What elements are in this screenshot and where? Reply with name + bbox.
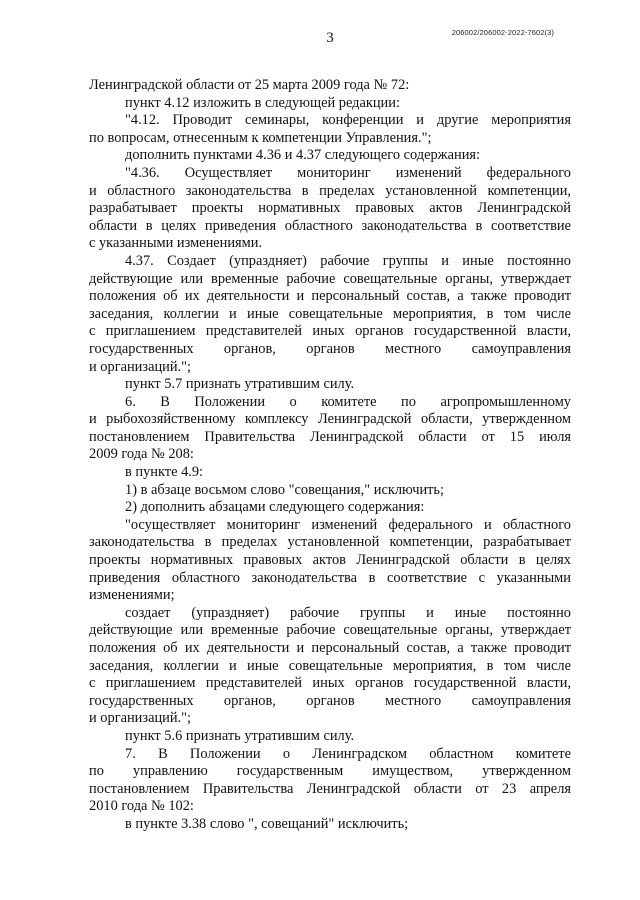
text-line: пункт 5.6 признать утратившим силу. <box>125 727 355 744</box>
text-line: и рыбохозяйственному комплексу Ленинградской области, утвержденном <box>89 411 571 428</box>
text-line: и организаций."; <box>89 358 192 375</box>
text-line: дополнить пунктами 4.36 и 4.37 следующего содержания: <box>125 147 481 164</box>
text-line: по управлению государственным имуществом, утвержденном <box>89 763 571 780</box>
text-line: 6. В Положении о комитете по агропромышленному <box>125 393 571 410</box>
text-line: по вопросам, отнесенным к компетенции Управления."; <box>89 129 432 146</box>
text-line: постановлением Правительства Ленинградской области от 15 июля <box>89 428 571 445</box>
text-line: действующие или временные рабочие совещательные органы, утверждает <box>89 622 571 639</box>
text-line: и областного законодательства в пределах установленной компетенции, <box>89 182 571 199</box>
text-line: "осуществляет мониторинг изменений федерального и областного <box>125 516 571 533</box>
page-number: 3 <box>326 30 334 46</box>
text-line: изменениями; <box>89 587 175 604</box>
text-line: 7. В Положении о Ленинградском областном комитете <box>125 745 571 762</box>
text-line: государственных органов, органов местного самоуправления <box>89 692 571 709</box>
text-line: в пункте 3.38 слово ", совещаний" исключить; <box>125 815 409 832</box>
text-line: государственных органов, органов местного самоуправления <box>89 340 571 357</box>
text-line: разрабатывает проекты нормативных правовых актов Ленинградской <box>89 200 571 217</box>
text-line: законодательства в пределах установленной компетенции, разрабатывает <box>89 534 571 551</box>
text-line: положения об их деятельности и персональный состав, а также проводит <box>89 288 571 305</box>
document-id: 206002/206002-2022-7602(3) <box>451 28 554 37</box>
text-line: действующие или временные рабочие совещательные органы, утверждает <box>89 270 571 287</box>
text-line: заседания, коллегии и иные совещательные мероприятия, в том числе <box>89 305 571 322</box>
text-line: и организаций."; <box>89 710 192 727</box>
text-line: 2010 года № 102: <box>89 798 194 815</box>
text-line: с приглашением представителей иных органов государственной власти, <box>89 323 571 340</box>
text-line: области в целях приведения областного законодательства в соответствие <box>89 217 571 234</box>
text-line: с приглашением представителей иных органов государственной власти, <box>89 675 571 692</box>
text-line: положения об их деятельности и персональный состав, а также проводит <box>89 640 571 656</box>
text-line: "4.12. Проводит семинары, конференции и другие мероприятия <box>125 112 571 129</box>
text-line: постановлением Правительства Ленинградской области от 23 апреля <box>89 780 571 797</box>
text-line: пункт 5.7 признать утратившим силу. <box>125 376 355 393</box>
text-line: 2) дополнить абзацами следующего содержания: <box>125 499 425 516</box>
text-line: Ленинградской области от 25 марта 2009 года № 72: <box>89 77 410 93</box>
document-body <box>89 77 571 834</box>
text-line: "4.36. Осуществляет мониторинг изменений федерального <box>125 164 571 181</box>
text-line: 4.37. Создает (упраздняет) рабочие группы и иные постоянно <box>125 252 571 269</box>
text-line: заседания, коллегии и иные совещательные мероприятия, в том числе <box>89 657 571 674</box>
text-line: приведения областного законодательства в соответствие с указанными <box>89 569 571 586</box>
text-line: 2009 года № 208: <box>89 446 194 463</box>
text-line: 1) в абзаце восьмом слово "совещания," исключить; <box>125 481 444 498</box>
text-line: создает (упраздняет) рабочие группы и иные постоянно <box>125 604 571 621</box>
text-line: проекты нормативных правовых актов Ленинградской области в целях <box>89 552 571 569</box>
text-line: пункт 4.12 изложить в следующей редакции: <box>125 94 400 111</box>
text-line: с указанными изменениями. <box>89 235 263 252</box>
text-line: в пункте 4.9: <box>125 464 204 481</box>
